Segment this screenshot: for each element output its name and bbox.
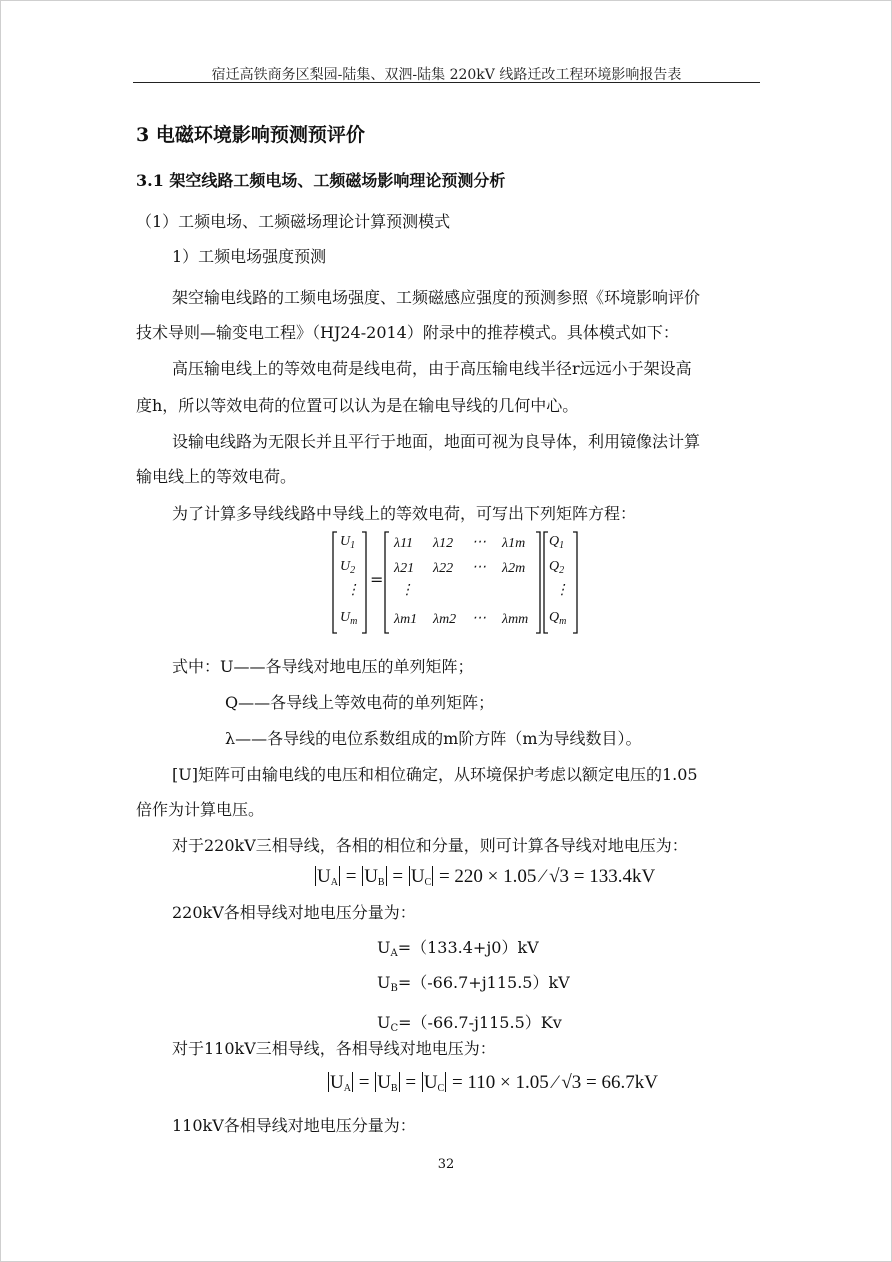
paragraph-2-line-2: 度h，所以等效电荷的位置可以认为是在输电导线的几何中心。 xyxy=(136,396,579,415)
matrix-q-4: $Q_m$ xyxy=(549,610,567,627)
sub-item-heading: 1）工频电场强度预测 xyxy=(172,247,327,266)
lambda-dots-2: ⋯ xyxy=(472,560,486,575)
paragraph-5-line-1: [U]矩阵可由输电线的电压和相位确定，从环境保护考虑以额定电压的1.05 xyxy=(172,765,698,784)
matrix-equals: = xyxy=(370,570,384,589)
matrix-u-2: $U_2$ xyxy=(340,559,356,576)
lambda-dots-1: ⋯ xyxy=(472,535,486,550)
definition-lambda: λ——各导线的电位系数组成的m阶方阵（m为导线数目）。 xyxy=(225,729,642,748)
voltage-uc: $U_C=(-66.7-j115.5)Kv$ xyxy=(377,1013,562,1034)
definition-q: Q——各导线上等效电荷的单列矩阵； xyxy=(225,693,495,712)
header-rule xyxy=(133,82,760,83)
matrix-q-2: $Q_2$ xyxy=(549,559,565,576)
lambda-1m: λ1m xyxy=(502,536,526,551)
paragraph-2-line-1: 高压输电线上的等效电荷是线电荷，由于高压输电线半径r远远小于架设高 xyxy=(172,359,692,378)
lambda-m2: λm2 xyxy=(433,612,457,627)
lambda-2m: λ2m xyxy=(502,561,526,576)
lambda-12: λ12 xyxy=(433,536,454,551)
lambda-vdots: ⋮ xyxy=(400,583,414,598)
paragraph-7: 220kV各相导线对地电压分量为： xyxy=(172,903,416,922)
lambda-21: λ21 xyxy=(394,561,415,576)
matrix-q-3: ⋮ xyxy=(555,583,569,598)
lambda-11: λ11 xyxy=(394,536,414,551)
lambda-dots-4: ⋯ xyxy=(472,611,486,626)
paragraph-6: 对于220kV三相导线，各相的相位和分量，则可计算各导线对地电压为： xyxy=(172,836,688,855)
paragraph-4: 为了计算多导线线路中导线上的等效电荷，可写出下列矩阵方程： xyxy=(172,504,637,523)
paragraph-3-line-1: 设输电线路为无限长并且平行于地面，地面可视为良导体，利用镜像法计算 xyxy=(172,432,701,451)
formula-220kv: $U_A = U_B = U_C = 220 \times 1.05$ ⁄ √3 = 133.4kV xyxy=(317,866,656,888)
matrix-u-4: $U_m$ xyxy=(340,610,358,627)
paragraph-9: 110kV各相导线对地电压分量为： xyxy=(172,1116,416,1135)
matrix-equation xyxy=(329,530,584,635)
matrix-brackets xyxy=(329,530,584,635)
matrix-u-3: ⋮ xyxy=(346,583,360,598)
voltage-ub: $U_B=(-66.7+j115.5)kV$ xyxy=(377,973,570,994)
paragraph-3-line-2: 输电线上的等效电荷。 xyxy=(136,467,297,486)
definition-u: 式中：U——各导线对地电压的单列矩阵； xyxy=(172,657,474,676)
lambda-mm: λmm xyxy=(502,612,529,627)
subsection-title: 3.1 架空线路工频电场、工频磁场影响理论预测分析 xyxy=(136,171,506,190)
paragraph-5-line-2: 倍作为计算电压。 xyxy=(136,800,265,819)
formula-110kv: $U_A = U_B = U_C = 110 \times 1.05$ ⁄ √3 = 66.7kV xyxy=(330,1072,658,1094)
paragraph-1-line-2: 技术导则—输变电工程》（HJ24-2014）附录中的推荐模式。具体模式如下： xyxy=(136,323,679,342)
section-title: 3 电磁环境影响预测预评价 xyxy=(136,124,365,146)
paragraph-1-line-1: 架空输电线路的工频电场强度、工频磁感应强度的预测参照《环境影响评价 xyxy=(172,288,701,307)
lambda-22: λ22 xyxy=(433,561,454,576)
item-heading: （1）工频电场、工频磁场理论计算预测模式 xyxy=(136,212,451,231)
voltage-ua: $U_A=(133.4+j0)kV$ xyxy=(377,938,539,959)
matrix-q-1: $Q_1$ xyxy=(549,534,565,551)
lambda-m1: λm1 xyxy=(394,612,418,627)
running-header: 宿迁高铁商务区梨园-陆集、双泗-陆集 220kV 线路迁改工程环境影响报告表 xyxy=(211,67,682,83)
page-number: 32 xyxy=(437,1157,455,1172)
matrix-u-1: $U_1$ xyxy=(340,534,356,551)
paragraph-8: 对于110kV三相导线，各相导线对地电压为： xyxy=(172,1039,496,1058)
